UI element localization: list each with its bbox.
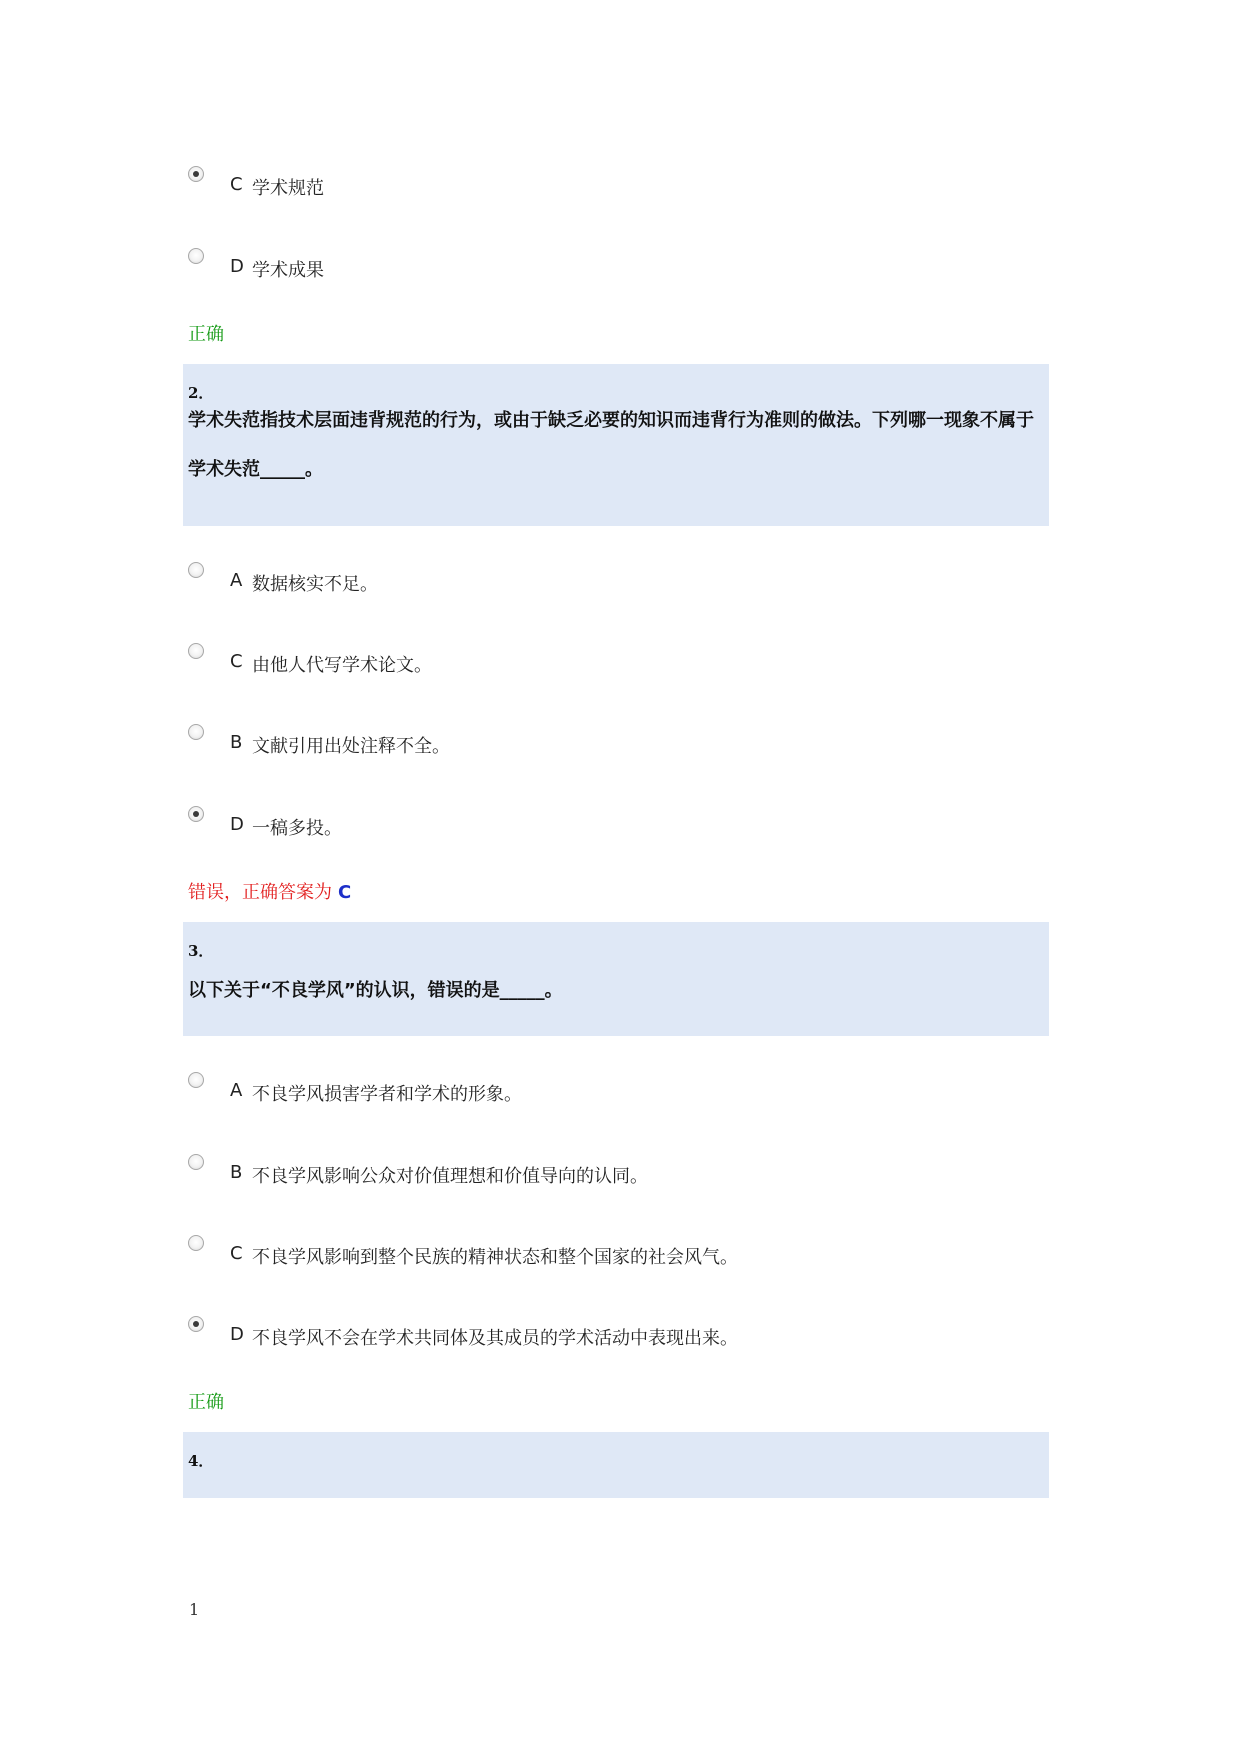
option-text: 不良学风影响公众对价值理想和价值导向的认同。 (252, 1166, 648, 1187)
q1-result: 正确 (188, 324, 224, 345)
option-text: 文献引用出处注释不全。 (252, 736, 450, 757)
option-text: 一稿多投。 (252, 818, 342, 839)
option-text: 由他人代写学术论文。 (252, 655, 432, 676)
q2-number: 2． (188, 384, 214, 402)
q3-number: 3． (188, 942, 214, 960)
radio-unchecked-icon[interactable] (188, 1154, 204, 1170)
option-letter: C (230, 1243, 243, 1264)
option-letter: B (230, 732, 243, 753)
option-letter: C (230, 651, 243, 672)
radio-unchecked-icon[interactable] (188, 724, 204, 740)
radio-unchecked-icon[interactable] (188, 643, 204, 659)
option-letter: C (230, 174, 243, 195)
radio-unchecked-icon[interactable] (188, 1235, 204, 1251)
q3-result: 正确 (188, 1392, 224, 1413)
option-text: 不良学风不会在学术共同体及其成员的学术活动中表现出来。 (252, 1328, 738, 1349)
option-letter: D (230, 256, 244, 277)
option-text: 学术成果 (252, 260, 324, 281)
radio-checked-icon[interactable] (188, 166, 204, 182)
option-letter: A (230, 570, 243, 591)
q2-question-box (183, 364, 1049, 526)
q3-question-text: 以下关于“不良学风”的认识，错误的是_____。 (188, 980, 563, 1001)
q2-result (188, 878, 351, 904)
q2-correct-answer: C (338, 882, 352, 903)
q2-question-text: 学术失范指技术层面违背规范的行为，或由于缺乏必要的知识而违背行为准则的做法。下列哪一现象不属于学术失范_____。 (188, 410, 1034, 480)
option-text: 数据核实不足。 (252, 574, 378, 595)
option-letter: A (230, 1080, 243, 1101)
q4-number: 4． (188, 1452, 214, 1470)
radio-unchecked-icon[interactable] (188, 248, 204, 264)
option-text: 学术规范 (252, 178, 324, 199)
option-letter: D (230, 814, 244, 835)
q2-result-text: 错误，正确答案为 (188, 882, 332, 903)
option-text: 不良学风影响到整个民族的精神状态和整个国家的社会风气。 (252, 1247, 738, 1268)
option-letter: D (230, 1324, 244, 1345)
q4-question-box (183, 1432, 1049, 1498)
option-letter: B (230, 1162, 243, 1183)
q3-question-box (183, 922, 1049, 1036)
radio-unchecked-icon[interactable] (188, 1072, 204, 1088)
radio-checked-icon[interactable] (188, 1316, 204, 1332)
page-number: 1 (189, 1600, 200, 1619)
radio-unchecked-icon[interactable] (188, 562, 204, 578)
option-text: 不良学风损害学者和学术的形象。 (252, 1084, 522, 1105)
radio-checked-icon[interactable] (188, 806, 204, 822)
